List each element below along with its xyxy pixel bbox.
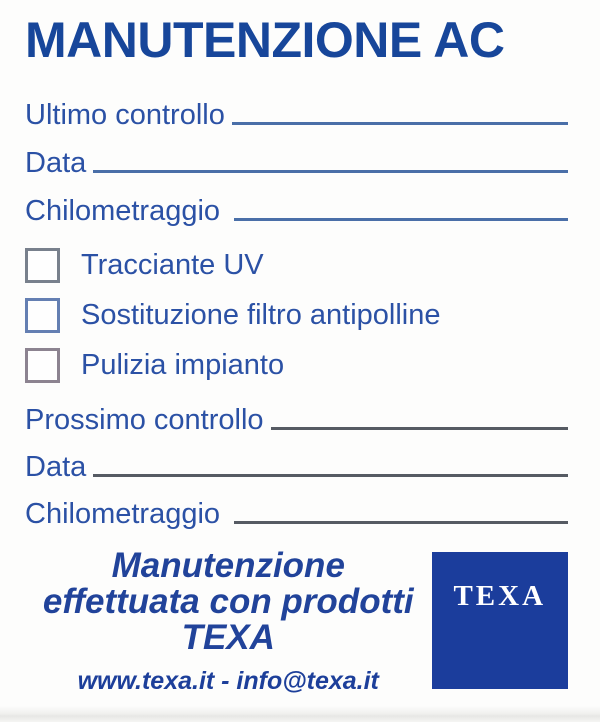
field-row-chilometraggio-2 <box>25 484 568 531</box>
checkbox-row-sostituzione-filtro[interactable] <box>25 290 568 340</box>
field-row-ultimo-controllo <box>25 84 568 132</box>
last-check-section <box>25 84 568 228</box>
next-check-section <box>25 390 568 531</box>
tagline-line-2: effettuata con prodotti <box>42 582 414 621</box>
ultimo-controllo-label: Ultimo controllo <box>25 99 225 131</box>
pulizia-impianto-label: Pulizia impianto <box>81 349 285 381</box>
sostituzione-filtro-checkbox[interactable] <box>25 298 60 333</box>
texa-logo <box>432 552 569 689</box>
texa-logo-text: TEXA <box>453 580 547 612</box>
chilometraggio-label-1: Chilometraggio <box>25 195 221 227</box>
chilometraggio-write-line-1[interactable] <box>234 218 568 221</box>
data-label-2: Data <box>25 451 87 483</box>
tagline-line-1: Manutenzione <box>111 546 345 585</box>
chilometraggio-label-2: Chilometraggio <box>25 498 221 530</box>
tracciante-uv-checkbox[interactable] <box>25 248 60 283</box>
tagline-block <box>25 546 432 696</box>
field-row-data-2 <box>25 437 568 484</box>
page-title: MANUTENZIONE AC <box>25 12 505 68</box>
scan-edge-shadow <box>0 706 600 722</box>
tracciante-uv-label: Tracciante UV <box>81 249 264 281</box>
prossimo-controllo-label: Prossimo controllo <box>25 404 264 436</box>
data-write-line-1[interactable] <box>93 170 568 173</box>
field-row-chilometraggio-1 <box>25 180 568 228</box>
checkbox-row-pulizia-impianto[interactable] <box>25 340 568 390</box>
chilometraggio-write-line-2[interactable] <box>234 521 568 524</box>
footer <box>25 546 568 696</box>
checkbox-row-tracciante-uv[interactable] <box>25 240 568 290</box>
service-checkbox-group <box>25 240 568 390</box>
field-row-prossimo-controllo <box>25 390 568 437</box>
data-write-line-2[interactable] <box>93 474 568 477</box>
sostituzione-filtro-label: Sostituzione filtro antipolline <box>81 299 441 331</box>
data-label-1: Data <box>25 147 87 179</box>
field-row-data-1 <box>25 132 568 180</box>
contact-text: www.texa.it - info@texa.it <box>77 667 379 695</box>
ultimo-controllo-write-line[interactable] <box>232 122 568 125</box>
tagline-line-3: TEXA <box>181 618 275 657</box>
pulizia-impianto-checkbox[interactable] <box>25 348 60 383</box>
prossimo-controllo-write-line[interactable] <box>271 427 568 430</box>
